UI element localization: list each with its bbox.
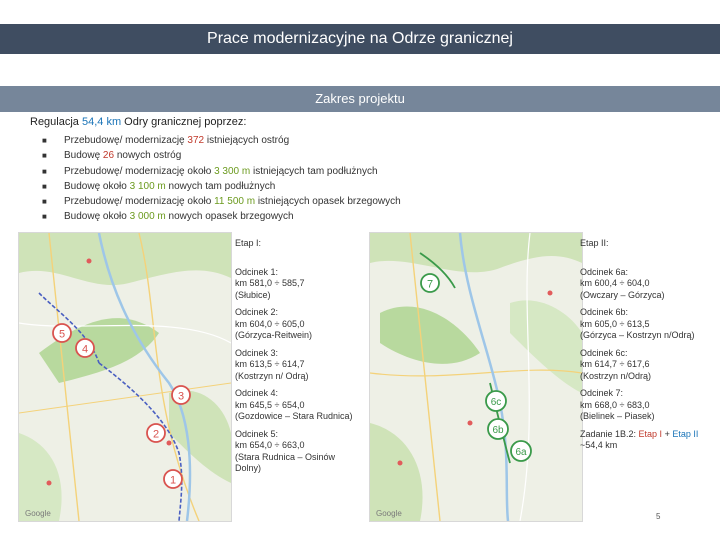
intro-length: 54,4 km	[81, 116, 122, 128]
marker-1[interactable]	[164, 470, 182, 488]
svg-text:6b: 6b	[492, 425, 504, 436]
intro-text	[30, 116, 246, 128]
svg-text:1: 1	[169, 474, 177, 487]
marker-6b[interactable]	[488, 419, 508, 439]
map-logo: Google	[25, 509, 51, 518]
section-entry: Odcinek 4: km 645,5 ÷ 654,0 (Gozdowice – Stara Rudnica)	[235, 388, 353, 421]
map-etap-2-graphic	[370, 233, 582, 521]
task-summary: Zadanie 1B.2: Etap I + Etap II ~54,4 km	[580, 428, 699, 450]
marker-3[interactable]	[172, 386, 190, 404]
bullet-icon: ■	[42, 181, 47, 191]
section-heading: Zakres projektu	[0, 86, 720, 112]
section-entry: Odcinek 2: km 604,0 ÷ 605,0 (Górzyca-Reitwein)	[235, 307, 313, 340]
svg-text:3: 3	[177, 390, 185, 403]
etap-1-list	[235, 238, 365, 481]
bullet-icon: ■	[42, 197, 47, 207]
list-item: ■ Przebudowę/ modernizację około 3 300 m istniejących tam podłużnych	[40, 164, 401, 179]
svg-text:6a: 6a	[515, 447, 527, 458]
map-etap-2[interactable]	[369, 232, 583, 522]
section-entry: Odcinek 7: km 668,0 ÷ 683,0 (Bielinek – Piasek)	[580, 388, 655, 421]
section-entry: Odcinek 6a: km 600,4 ÷ 604,0 (Owczary – Górzyca)	[580, 266, 665, 300]
svg-text:2: 2	[152, 428, 160, 441]
bullet-icon: ■	[42, 212, 47, 222]
section-entry: Odcinek 5: km 654,0 ÷ 663,0 (Stara Rudnica – Osinów Dolny)	[235, 428, 336, 473]
page-number: 5	[656, 512, 661, 521]
list-item: ■ Budowę około 3 000 m nowych opasek brzegowych	[40, 209, 401, 224]
bullet-icon: ■	[42, 151, 47, 161]
list-item: ■ Przebudowę/ modernizację około 11 500 m istniejących opasek brzegowych	[40, 194, 401, 209]
section-entry: Odcinek 6c: km 614,7 ÷ 617,6 (Kostrzyn n/Odrą)	[580, 347, 652, 381]
map-logo: Google	[376, 509, 402, 518]
marker-5[interactable]	[53, 324, 71, 342]
marker-6c[interactable]	[486, 391, 506, 411]
scope-list	[40, 133, 401, 225]
marker-6a[interactable]	[511, 441, 531, 461]
bullet-icon: ■	[42, 136, 47, 145]
intro-suffix: Odry granicznej poprzez:	[121, 116, 247, 128]
map-etap-1-graphic	[19, 233, 231, 521]
list-item: ■ Przebudowę/ modernizację 372 istniejących ostróg	[40, 133, 401, 148]
bullet-icon: ■	[42, 166, 47, 176]
map-etap-1[interactable]	[18, 232, 232, 522]
marker-7[interactable]	[421, 274, 439, 292]
section-entry: Odcinek 3: km 613,5 ÷ 614,7 (Kostrzyn n/ Odrą)	[235, 347, 309, 381]
svg-text:4: 4	[81, 343, 89, 356]
svg-text:7: 7	[426, 278, 434, 291]
section-entry: Odcinek 6b: km 605,0 ÷ 613,5 (Górzyca – Kostrzyn n/Odrą)	[580, 307, 695, 340]
marker-4[interactable]	[76, 339, 94, 357]
section-entry: Odcinek 1: km 581,0 ÷ 585,7 (Słubice)	[235, 266, 305, 300]
etap-1-heading: Etap I:	[235, 238, 262, 248]
list-item: ■ Budowę około 3 100 m nowych tam podłużnych	[40, 179, 401, 194]
svg-text:5: 5	[58, 328, 66, 341]
marker-2[interactable]	[147, 424, 165, 442]
list-item: ■ Budowę 26 nowych ostróg	[40, 148, 401, 163]
intro-prefix: Regulacja	[30, 116, 82, 128]
etap-2-heading: Etap II:	[580, 238, 609, 248]
svg-text:6c: 6c	[490, 397, 502, 408]
page-title: Prace modernizacyjne na Odrze granicznej	[0, 24, 720, 54]
etap-2-list	[580, 238, 712, 458]
